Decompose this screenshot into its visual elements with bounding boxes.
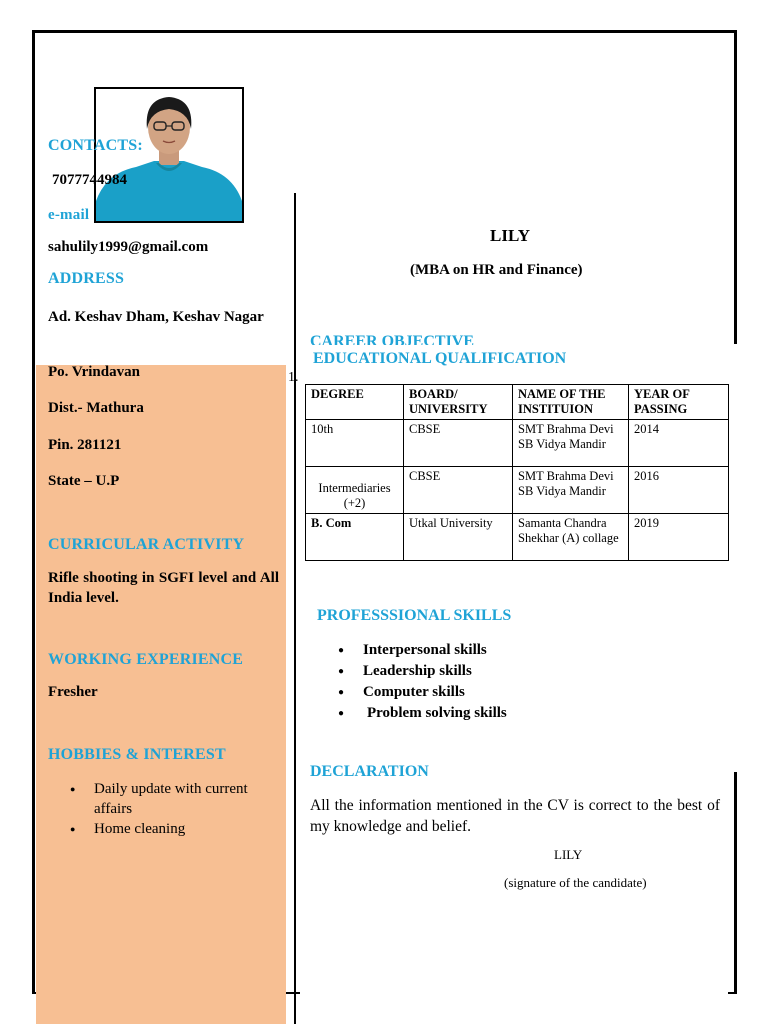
- candidate-name: LILY: [490, 226, 531, 245]
- stray-list-number: 1.: [288, 370, 299, 385]
- cell-degree: Intermediaries (+2): [306, 467, 404, 514]
- address-line: Ad. Keshav Dham, Keshav Nagar: [48, 309, 264, 325]
- cell-institution: SMT Brahma Devi SB Vidya Mandir: [513, 467, 629, 514]
- address-state: State – U.P: [48, 473, 120, 489]
- curricular-heading: CURRICULAR ACTIVITY: [48, 536, 245, 553]
- career-heading-clip: [310, 333, 570, 345]
- table-row: [306, 420, 729, 467]
- skill-item: ● Computer skills: [338, 682, 507, 703]
- hobbies-list: [70, 779, 284, 839]
- signature-caption: (signature of the candidate): [504, 875, 647, 890]
- border-left: [32, 30, 35, 994]
- column-divider: [294, 193, 296, 1024]
- border-bottom-right: [728, 992, 737, 994]
- email-address: sahulily1999@gmail.com: [48, 239, 209, 255]
- cell-degree: B. Com: [306, 514, 404, 561]
- header-institution: NAME OF THE INSTITUION: [513, 385, 629, 420]
- cell-year: 2016: [629, 467, 729, 514]
- hobby-item: ● Daily update with current affairs: [70, 779, 284, 819]
- declaration-text: All the information mentioned in the CV is correct to the best of my knowledge and belief.: [310, 797, 720, 835]
- skill-item: ● Problem solving skills: [338, 703, 507, 724]
- skills-list: [338, 640, 507, 724]
- address-pin: Pin. 281121: [48, 437, 122, 453]
- skill-item: ● Leadership skills: [338, 661, 507, 682]
- signature-name: LILY: [554, 847, 583, 862]
- hobbies-heading: HOBBIES & INTEREST: [48, 746, 226, 763]
- border-right-lower: [734, 772, 737, 994]
- header-year: YEAR OF PASSING: [629, 385, 729, 420]
- cell-board: CBSE: [404, 420, 513, 467]
- cell-institution: SMT Brahma Devi SB Vidya Mandir: [513, 420, 629, 467]
- skill-item: ● Interpersonal skills: [338, 640, 507, 661]
- address-po: Po. Vrindavan: [48, 364, 140, 380]
- header-degree: DEGREE: [306, 385, 404, 420]
- career-objective-heading: CAREER OBJECTIVE: [310, 333, 475, 345]
- cell-year: 2019: [629, 514, 729, 561]
- address-dist: Dist.- Mathura: [48, 400, 144, 416]
- cell-year: 2014: [629, 420, 729, 467]
- cell-board: CBSE: [404, 467, 513, 514]
- phone-number: 7077744984: [52, 172, 127, 188]
- border-bottom-mid: [286, 992, 300, 994]
- contacts-heading: CONTACTS:: [48, 137, 143, 154]
- table-row: [306, 514, 729, 561]
- education-table: [305, 384, 729, 561]
- profile-photo: [94, 87, 244, 223]
- address-heading: ADDRESS: [48, 270, 125, 287]
- border-top: [32, 30, 737, 33]
- curricular-text: Rifle shooting in SGFI level and All India level.: [48, 570, 279, 606]
- declaration-heading: DECLARATION: [310, 763, 429, 780]
- edu-heading: EDUCATIONAL QUALIFICATION: [313, 350, 567, 367]
- skills-heading: PROFESSSIONAL SKILLS: [317, 607, 512, 624]
- table-header-row: [306, 385, 729, 420]
- table-row: [306, 467, 729, 514]
- cell-institution: Samanta Chandra Shekhar (A) collage: [513, 514, 629, 561]
- working-heading: WORKING EXPERIENCE: [48, 651, 244, 668]
- cell-board: Utkal University: [404, 514, 513, 561]
- header-board: BOARD/ UNIVERSITY: [404, 385, 513, 420]
- working-text: Fresher: [48, 684, 98, 700]
- border-right-upper: [734, 30, 737, 344]
- person-portrait-icon: [96, 89, 242, 221]
- cell-degree: 10th: [306, 420, 404, 467]
- candidate-degree: (MBA on HR and Finance): [410, 262, 583, 278]
- hobby-item: ● Home cleaning: [70, 819, 284, 839]
- email-heading: e-mail: [48, 207, 90, 223]
